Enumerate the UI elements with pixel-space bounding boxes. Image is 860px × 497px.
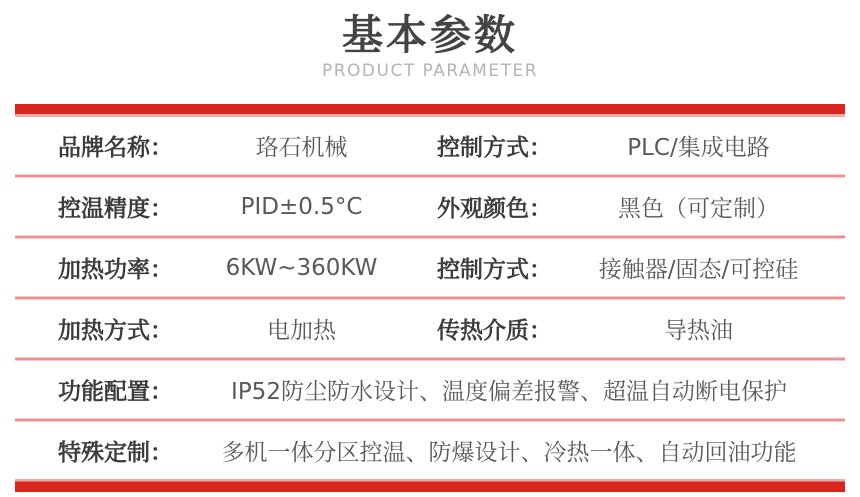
table-row-brand: [15, 117, 845, 174]
param-cell: [15, 251, 430, 284]
param-label: 品牌名称：: [58, 135, 173, 161]
param-value: 黑色（可定制）: [618, 196, 779, 222]
top-accent-bar: [15, 104, 845, 117]
bottom-accent-bar: [15, 479, 845, 492]
param-label: 加热方式：: [58, 318, 173, 344]
param-cell: [430, 190, 845, 223]
param-value: 接触器/固态/可控硅: [598, 257, 799, 283]
table-row-heating: [15, 300, 845, 357]
param-value: PLC/集成电路: [627, 135, 770, 161]
table-row-custom: [15, 422, 845, 479]
param-label: 特殊定制：: [58, 440, 173, 466]
param-value: IP52防尘防水设计、温度偏差报警、超温自动断电保护: [231, 379, 787, 405]
param-value: 多机一体分区控温、防爆设计、冷热一体、自动回油功能: [221, 440, 797, 466]
param-label: 控制方式：: [437, 135, 552, 161]
param-value: PID±0.5°C: [240, 193, 363, 220]
param-value: 珞石机械: [255, 135, 348, 161]
param-cell: [15, 129, 430, 162]
param-label: 功能配置：: [58, 379, 173, 405]
page-title: 基本参数: [342, 11, 518, 59]
param-label: 控制方式：: [437, 257, 552, 283]
table-row-features: [15, 361, 845, 418]
param-label: 外观颜色：: [437, 196, 552, 222]
page-subtitle: PRODUCT PARAMETER: [321, 61, 539, 81]
param-cell: [15, 190, 430, 223]
parameter-table: [15, 104, 845, 492]
param-cell: [430, 129, 845, 162]
param-label: 传热介质：: [437, 318, 552, 344]
header: [0, 0, 860, 82]
param-value: 导热油: [664, 318, 733, 344]
param-cell: [15, 312, 430, 345]
param-label: 加热功率：: [58, 257, 173, 283]
table-row-power: [15, 239, 845, 296]
param-value: 电加热: [267, 318, 336, 344]
param-cell: [430, 251, 845, 284]
param-cell: [430, 312, 845, 345]
table-row-precision: [15, 178, 845, 235]
param-value: 6KW~360KW: [225, 254, 378, 281]
param-label: 控温精度：: [58, 196, 173, 222]
